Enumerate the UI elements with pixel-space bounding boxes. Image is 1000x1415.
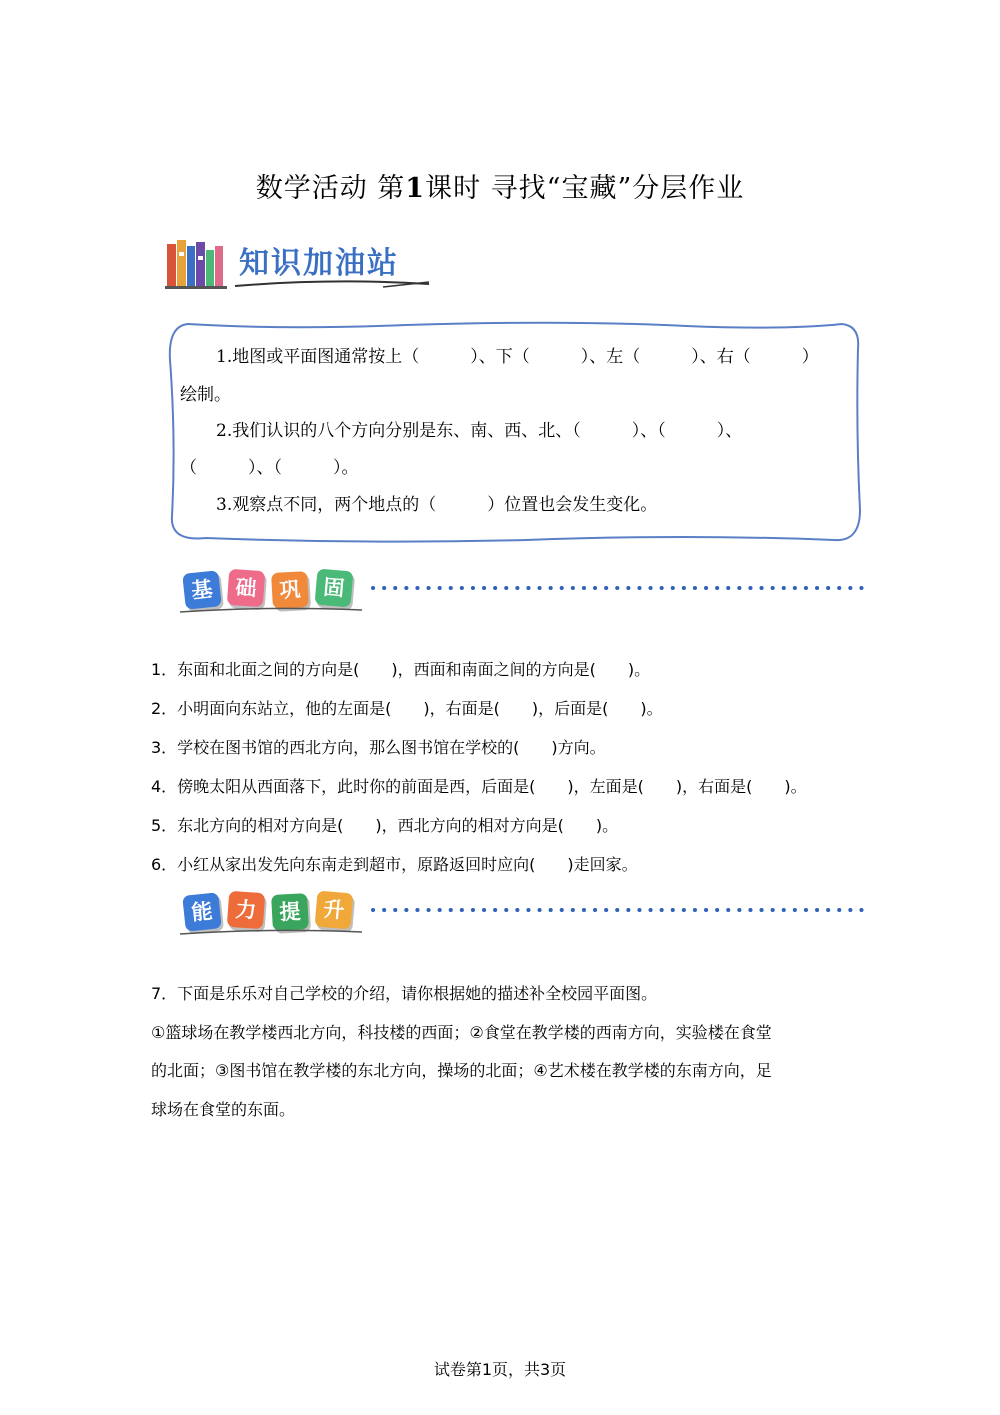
basic-tile-1: 基 [182, 570, 222, 610]
basic-tile-4: 固 [314, 568, 353, 607]
ability-tile-3: 提 [271, 893, 309, 931]
ability-tile-4: 升 [314, 890, 353, 929]
ability-dots [370, 907, 866, 913]
basic-banner [176, 566, 866, 616]
question-7-line-2: 的北面；③图书馆在教学楼的东北方向，操场的北面；④艺术楼在教学楼的东南方向，足 [151, 1061, 772, 1080]
ability-banner [176, 888, 866, 938]
question-2: 2．小明面向东站立，他的左面是( )，右面是( )，后面是( )。 [151, 699, 663, 718]
basic-tile-2: 础 [227, 569, 265, 607]
question-1: 1．东面和北面之间的方向是( )，西面和南面之间的方向是( )。 [151, 660, 651, 679]
question-7: 7．下面是乐乐对自己学校的介绍，请你根据她的描述补全校园平面图。 [151, 984, 658, 1003]
question-5: 5．东北方向的相对方向是( )，西北方向的相对方向是( )。 [151, 816, 619, 835]
basic-dots [370, 585, 866, 591]
ability-tile-2: 力 [227, 891, 265, 929]
knowledge-line-5: 3.观察点不同，两个地点的（ ）位置也会发生变化。 [216, 495, 658, 515]
underline-stroke [233, 276, 433, 290]
knowledge-line-3: 2.我们认识的八个方向分别是东、南、西、北、（ ）、（ ）、 [216, 421, 743, 441]
question-3: 3．学校在图书馆的西北方向，那么图书馆在学校的( )方向。 [151, 738, 606, 757]
page-title: 数学活动 第1课时 寻找“宝藏”分层作业 [255, 173, 745, 204]
question-6: 6．小红从家出发先向东南走到超市，原路返回时应向( )走回家。 [151, 855, 638, 874]
ability-swoosh [176, 926, 366, 938]
ability-tile-1: 能 [182, 892, 222, 932]
basic-swoosh [176, 604, 366, 616]
page-footer: 试卷第1页，共3页 [433, 1360, 567, 1379]
question-4: 4．傍晚太阳从西面落下，此时你的前面是西，后面是( )，左面是( )，右面是( )。 [151, 777, 807, 796]
knowledge-line-2: 绘制。 [180, 385, 231, 405]
knowledge-heading: 知识加油站 [239, 246, 399, 281]
knowledge-line-1: 1.地图或平面图通常按上（ ）、下（ ）、左（ ）、右（ ） [216, 347, 819, 367]
question-7-line-1: ①篮球场在教学楼西北方向，科技楼的西面；②食堂在教学楼的西南方向，实验楼在食堂 [151, 1023, 772, 1042]
basic-tile-3: 巩 [271, 571, 309, 609]
knowledge-banner [165, 234, 435, 294]
books-icon [165, 236, 229, 290]
knowledge-line-4: （ ）、（ ）。 [180, 458, 359, 478]
question-7-line-3: 球场在食堂的东面。 [151, 1100, 296, 1119]
